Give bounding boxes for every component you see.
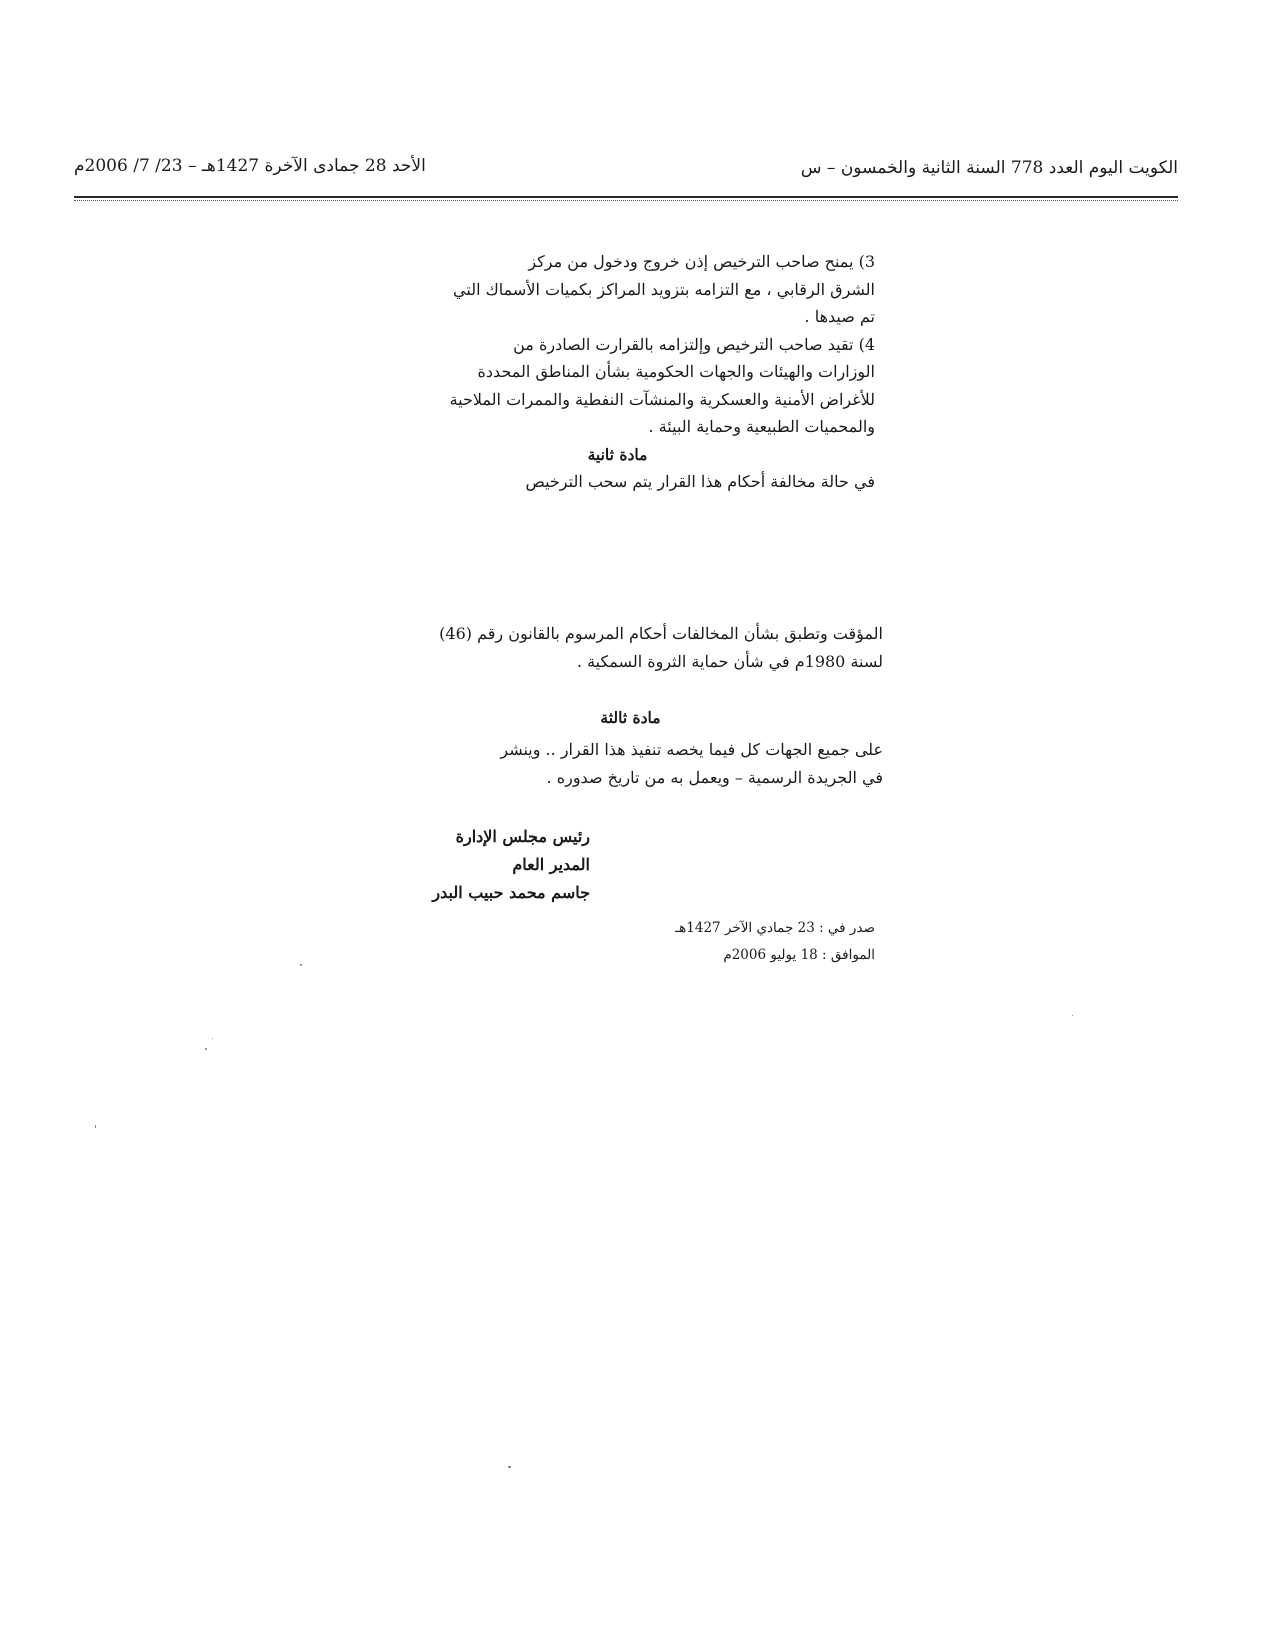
issue-date-gregorian: الموافق : 18 يوليو 2006م — [723, 947, 875, 963]
article-2-line-3: لسنة 1980م في شأن حماية الثروة السمكية . — [576, 652, 883, 671]
item-4-line-1: 4) تقيد صاحب الترخيص وإلتزامه بالقرارت الصادرة من — [513, 334, 875, 354]
scan-speck — [95, 1125, 96, 1128]
article-3-text — [378, 736, 883, 792]
decision-text-continuation — [378, 620, 883, 676]
header-publication: الكويت اليوم العدد 778 السنة الثانية والخمسون – س — [800, 158, 1178, 178]
item-4-line-2: الوزارات والهيئات والجهات الحكومية بشأن المناطق المحددة — [477, 362, 875, 381]
issue-date-block — [600, 915, 875, 969]
decision-text-upper — [360, 248, 875, 496]
scan-speck — [300, 964, 302, 966]
article-3-heading: مادة ثالثة — [600, 708, 661, 727]
scan-speck — [508, 1466, 511, 1468]
signatory-title-director: المدير العام — [512, 855, 590, 874]
scan-speck — [1072, 1015, 1073, 1016]
header-rule — [74, 196, 1178, 198]
item-4-line-4: والمحميات الطبيعية وحماية البيئة . — [648, 417, 875, 436]
header-date: الأحد 28 جمادى الآخرة 1427هـ – 23/ 7/ 2006م — [74, 156, 426, 176]
signature-block — [370, 823, 590, 907]
article-2-line-2: المؤقت وتطبق بشأن المخالفات أحكام المرسوم بالقانون رقم (46) — [439, 624, 883, 643]
article-3-line-1: على جميع الجهات كل فيما يخصه تنفيذ هذا القرار .. وينشر — [500, 740, 883, 759]
item-3-line-2: الشرق الرقابي ، مع التزامه بتزويد المراكز بكميات الأسماك التي — [453, 279, 875, 299]
item-4-line-3: للأغراض الأمنية والعسكرية والمنشآت النفطية والممرات الملاحية — [449, 389, 875, 409]
article-3-line-2: في الجريدة الرسمية – ويعمل به من تاريخ صدوره . — [546, 768, 883, 787]
item-3-line-3: تم صيدها . — [804, 307, 875, 326]
issue-date-hijri: صدر في : 23 جمادي الآخر 1427هـ — [675, 920, 875, 936]
scan-speck — [212, 1038, 213, 1039]
article-2-heading: مادة ثانية — [587, 444, 648, 464]
item-3-line-1: 3) يمنح صاحب الترخيص إذن خروج ودخول من مركز — [528, 252, 875, 271]
signatory-name: جاسم محمد حبيب البدر — [432, 883, 590, 902]
signatory-title-chairman: رئيس مجلس الإدارة — [455, 827, 590, 846]
header-rule-dotted — [74, 200, 1178, 201]
scan-speck — [205, 1048, 207, 1050]
article-2-line-1: في حالة مخالفة أحكام هذا القرار يتم سحب الترخيص — [525, 472, 875, 491]
